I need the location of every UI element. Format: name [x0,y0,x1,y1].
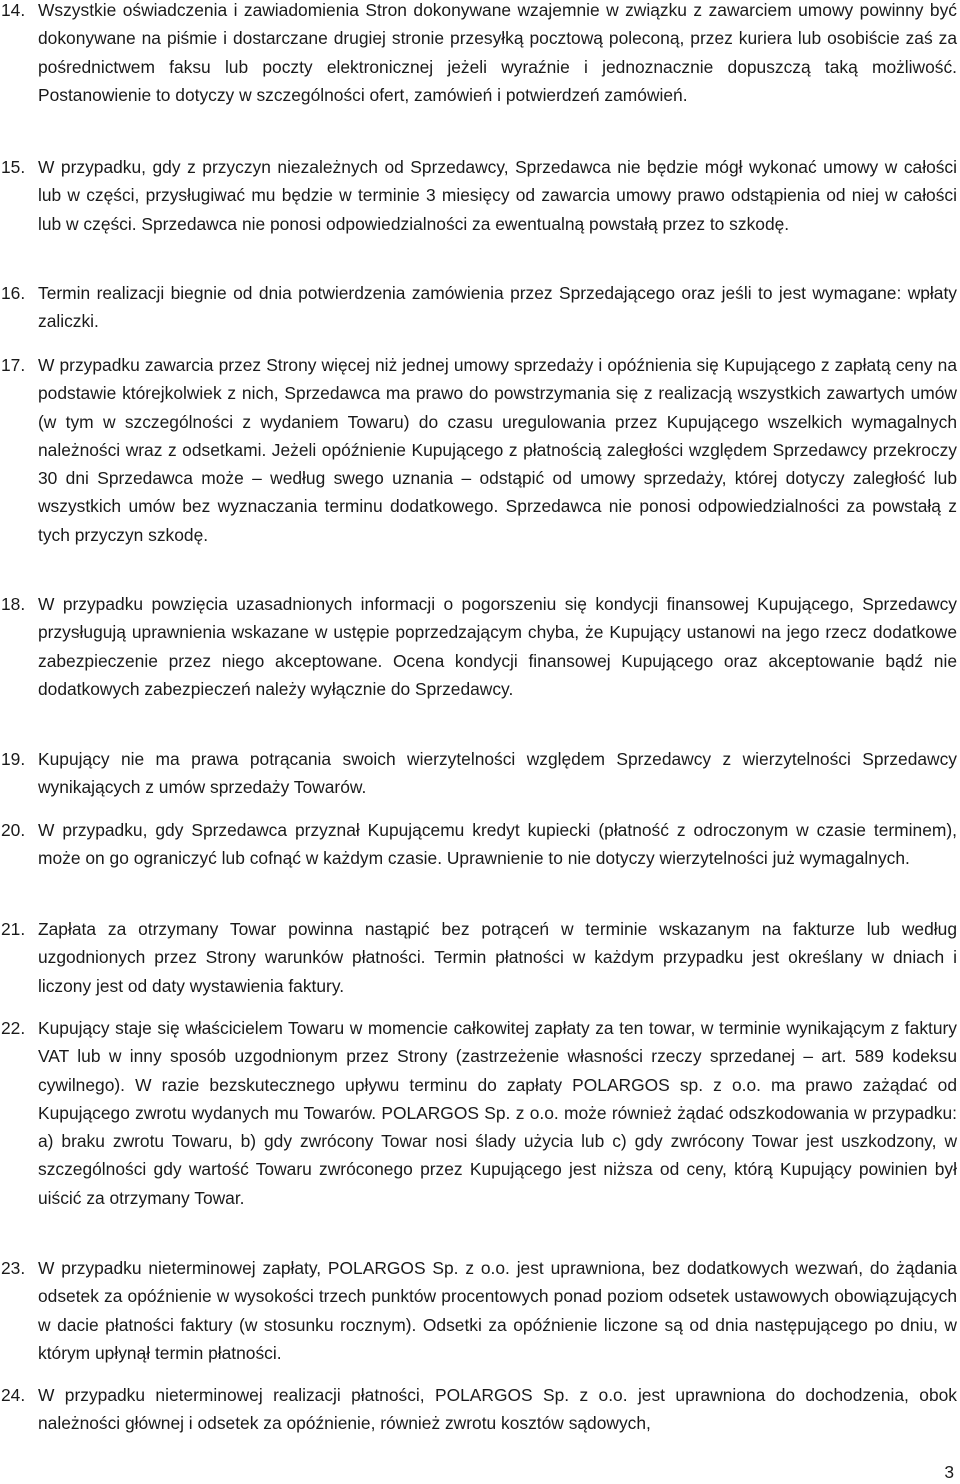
clause-text: W przypadku, gdy Sprzedawca przyznał Kupującemu kredyt kupiecki (płatność z odroczonym w czasie terminem), może on go ograniczyć lub cofnąć w każdym czasie. Uprawnienie to nie dotyczy wierzytelności już wymagalnych. [38,820,957,869]
page-number: 3 [944,1462,954,1482]
clause-21 [0,915,960,1000]
clause-text: Zapłata za otrzymany Towar powinna nastąpić bez potrąceń w terminie wskazanym na fakturze lub według uzgodnionych przez Strony warunków płatności. Termin płatności w każdym przypadku jest określany w dniach i liczony jest od daty wystawienia faktury. [38,919,957,996]
clause-text: W przypadku zawarcia przez Strony więcej niż jednej umowy sprzedaży i opóźnienia się Kupującego z zapłatą ceny na podstawie którejkolwiek z nich, Sprzedawca ma prawo do powstrzymania się z realizacją wszystkich zawartych umów (w tym w szczególności z wydaniem Towaru) do czasu uregulowania przez Kupującego wszelkich wymagalnych należności wraz z odsetkami. Jeżeli opóźnienie Kupującego z płatnością zaległości względem Sprzedawcy przekroczy 30 dni Sprzedawca może – według swego uznania – odstąpić od umowy sprzedaży, której dotyczy zaległość lub wszystkich umów bez wyznaczania terminu dodatkowego. Sprzedawca nie ponosi odpowiedzialności za powstałą z tych przyczyn szkodę. [38,355,957,545]
clause-text: W przypadku, gdy z przyczyn niezależnych od Sprzedawcy, Sprzedawca nie będzie mógł wykonać umowy w całości lub w części, przysługiwać mu będzie w terminie 3 miesięcy od zawarcia umowy prawo odstąpienia od niej w całości lub w części. Sprzedawca nie ponosi odpowiedzialności za ewentualną powstałą przez to szkodę. [38,157,957,234]
clause-17 [0,351,960,549]
clause-number: 21. [1,919,26,939]
clause-number: 18. [1,594,26,614]
clause-19 [0,745,960,802]
clause-text: W przypadku nieterminowej zapłaty, POLARGOS Sp. z o.o. jest uprawniona, bez dodatkowych wezwań, do żądania odsetek za opóźnienie w wysokości trzech punktów procentowych ponad poziom odsetek ustawowych obowiązujących w dacie płatności faktury (w stosunku rocznym). Odsetki za opóźnienie liczone są od dnia następującego po dniu, w którym upłynął termin płatności. [38,1258,957,1363]
clause-number: 15. [1,157,26,177]
clause-number: 17. [1,355,26,375]
clause-text: Kupujący nie ma prawa potrącania swoich wierzytelności względem Sprzedawcy z wierzytelności Sprzedawcy wynikających z umów sprzedaży Towarów. [38,749,957,798]
clause-18 [0,590,960,703]
clause-number: 19. [1,749,26,769]
clause-20 [0,816,960,873]
clause-14 [0,0,960,109]
clause-23 [0,1254,960,1367]
clause-number: 23. [1,1258,26,1278]
clause-24 [0,1381,960,1438]
clause-text: Wszystkie oświadczenia i zawiadomienia Stron dokonywane wzajemnie w związku z zawarciem umowy powinny być dokonywane na piśmie i dostarczane drugiej stronie przesyłką pocztową poleconą, przez kuriera lub osobiście zaś za pośrednictwem faksu lub poczty elektronicznej jeżeli wyraźnie i jednoznacznie dopuszczą taką możliwość. Postanowienie to dotyczy w szczególności ofert, zamówień i potwierdzeń zamówień. [38,0,957,105]
clause-number: 22. [1,1018,26,1038]
clause-number: 20. [1,820,26,840]
clause-number: 24. [1,1385,26,1405]
clause-15 [0,153,960,238]
clause-number: 14. [1,0,26,20]
clause-number: 16. [1,283,26,303]
clause-text: W przypadku powzięcia uzasadnionych informacji o pogorszeniu się kondycji finansowej Kupującego, Sprzedawcy przysługują uprawnienia wskazane w ustępie poprzedzającym chyba, że Kupujący ustanowi na jego rzecz dodatkowe zabezpieczenie przez niego akceptowane. Ocena kondycji finansowej Kupującego oraz akceptowanie bądź nie dodatkowych zabezpieczeń należy wyłącznie do Sprzedawcy. [38,594,957,699]
clause-text: W przypadku nieterminowej realizacji płatności, POLARGOS Sp. z o.o. jest uprawniona do dochodzenia, obok należności głównej i odsetek za opóźnienie, również zwrotu kosztów sądowych, [38,1385,957,1434]
clause-text: Termin realizacji biegnie od dnia potwierdzenia zamówienia przez Sprzedającego oraz jeśli to jest wymagane: wpłaty zaliczki. [38,283,957,332]
clause-16 [0,279,960,336]
clause-22 [0,1014,960,1212]
clause-text: Kupujący staje się właścicielem Towaru w momencie całkowitej zapłaty za ten towar, w terminie wynikającym z faktury VAT lub w inny sposób uzgodnionym przez Strony (zastrzeżenie własności rzeczy sprzedanej – art. 589 kodeksu cywilnego). W razie bezskutecznego upływu terminu do zapłaty POLARGOS sp. z o.o. ma prawo zażądać od Kupującego zwrotu wydanych mu Towarów. POLARGOS Sp. z o.o. może również żądać odszkodowania w przypadku: a) braku zwrotu Towaru, b) gdy zwrócony Towar nosi ślady użycia lub c) gdy zwrócony Towar jest uszkodzony, w szczególności gdy wartość Towaru zwróconego przez Kupującego jest niższa od ceny, którą Kupujący powinien był uiścić za otrzymany Towar. [38,1018,957,1208]
